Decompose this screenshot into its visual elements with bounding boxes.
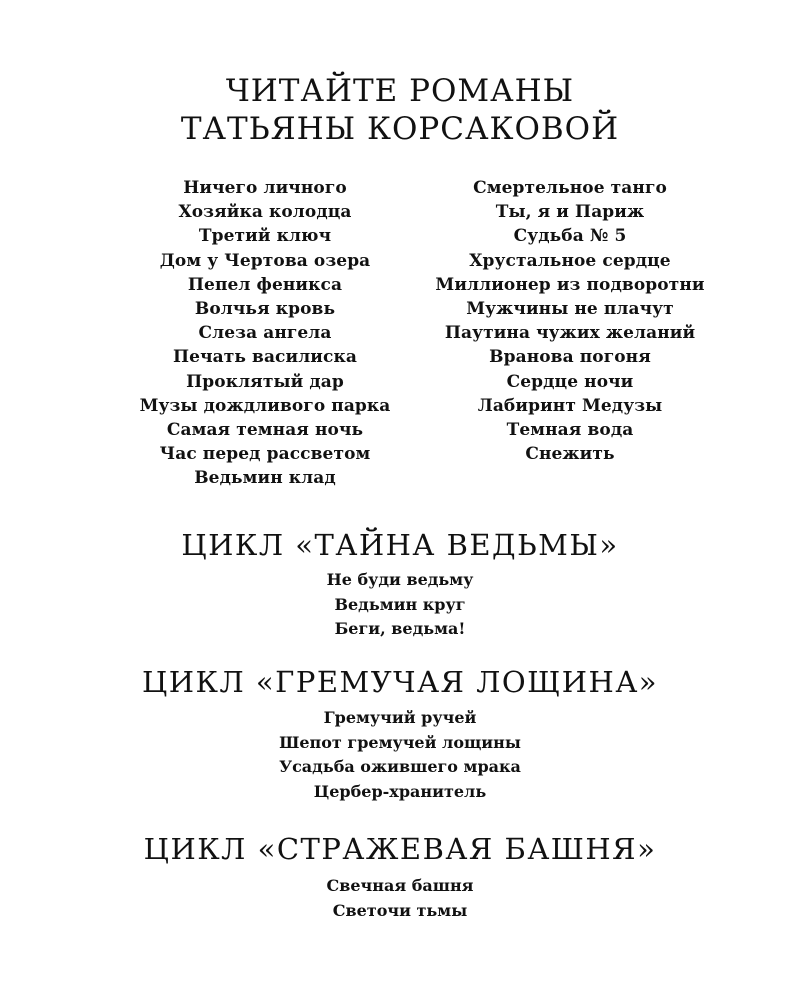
novel-title: Музы дождливого парка bbox=[139, 395, 391, 416]
novel-title: Ведьмин клад bbox=[194, 468, 336, 489]
novel-title: Миллионер из подворотни bbox=[435, 274, 705, 295]
novel-title: Слеза ангела bbox=[198, 323, 332, 344]
cycle-book-title: Свечная башня bbox=[326, 876, 474, 895]
cycle-books-rattling-hollow bbox=[0, 706, 800, 804]
novels-list-right bbox=[400, 176, 740, 466]
novel-title: Ты, я и Париж bbox=[495, 202, 645, 223]
cycle-book-title: Гремучий ручей bbox=[323, 708, 477, 727]
cycle-book-title: Цербер-хранитель bbox=[313, 781, 487, 801]
novel-title: Вранова погоня bbox=[489, 347, 651, 368]
novel-title: Проклятый дар bbox=[186, 371, 344, 392]
novel-title: Пепел феникса bbox=[187, 274, 343, 295]
novel-title: Снежить bbox=[525, 444, 615, 465]
cycle-title-rattling-hollow: ЦИКЛ «ГРЕМУЧАЯ ЛОЩИНА» bbox=[141, 665, 659, 699]
novel-title: Темная вода bbox=[506, 420, 634, 441]
page-heading bbox=[0, 72, 800, 148]
novel-title: Печать василиска bbox=[173, 347, 357, 368]
novel-title: Лабиринт Медузы bbox=[477, 395, 663, 416]
novel-title: Паутина чужих желаний bbox=[444, 323, 696, 344]
heading-line-1: ЧИТАЙТЕ РОМАНЫ bbox=[225, 73, 575, 109]
novel-title: Третий ключ bbox=[198, 226, 332, 247]
novel-title: Самая темная ночь bbox=[166, 420, 364, 441]
novel-title: Волчья кровь bbox=[194, 299, 336, 320]
novel-title: Дом у Чертова озера bbox=[159, 250, 371, 271]
novel-title: Хозяйка колодца bbox=[178, 202, 352, 223]
cycle-title-guard-tower: ЦИКЛ «СТРАЖЕВАЯ БАШНЯ» bbox=[143, 832, 657, 866]
cycle-book-title: Не буди ведьму bbox=[326, 570, 474, 589]
novel-title: Хрустальное сердце bbox=[469, 250, 671, 271]
cycle-book-title: Беги, ведьма! bbox=[334, 619, 466, 638]
cycle-book-title: Ведьмин круг bbox=[334, 594, 466, 614]
novel-title: Ничего личного bbox=[183, 178, 347, 198]
novel-title: Мужчины не плачут bbox=[466, 299, 674, 320]
novel-title: Сердце ночи bbox=[506, 371, 634, 392]
cycle-book-title: Шепот гремучей лощины bbox=[279, 732, 521, 752]
cycle-books-witch-secret bbox=[0, 568, 800, 642]
cycle-title-witch-secret: ЦИКЛ «ТАЙНА ВЕДЬМЫ» bbox=[181, 528, 619, 562]
cycle-book-title: Усадьба ожившего мрака bbox=[279, 757, 521, 776]
heading-line-2: ТАТЬЯНЫ КОРСАКОВОЙ bbox=[180, 111, 620, 147]
novel-title: Час перед рассветом bbox=[159, 444, 371, 465]
cycle-book-title: Светочи тьмы bbox=[332, 900, 468, 920]
novel-title: Смертельное танго bbox=[473, 178, 667, 198]
novels-list-left bbox=[90, 176, 440, 491]
novel-title: Судьба № 5 bbox=[513, 226, 627, 247]
cycle-books-guard-tower bbox=[0, 874, 800, 923]
